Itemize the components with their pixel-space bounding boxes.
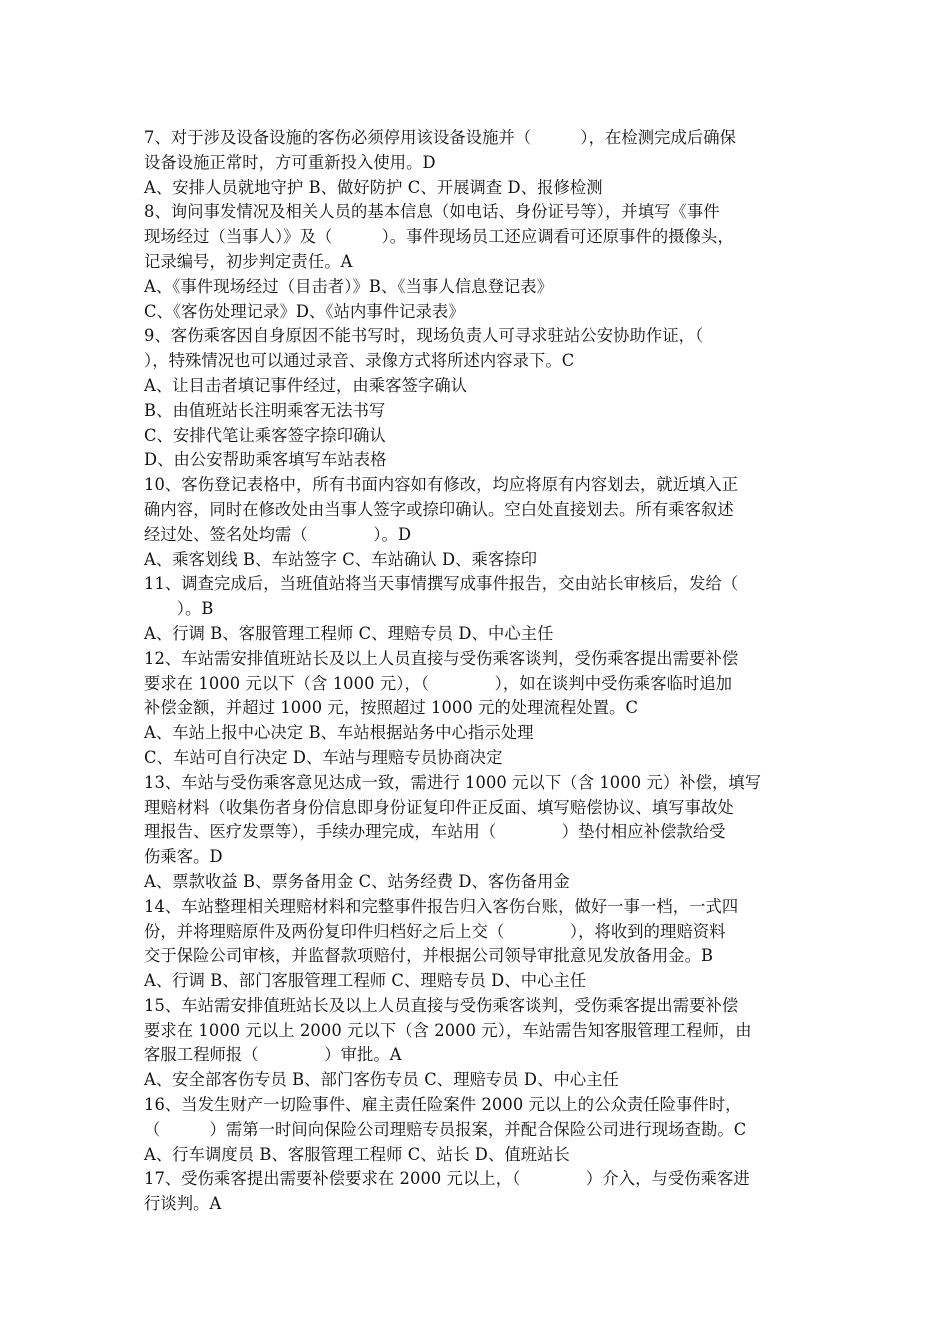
- q16-line-1: 16、当发生财产一切险事件、雇主责任险案件 2000 元以上的公众责任险事件时，: [144, 1095, 742, 1115]
- q7-options: A、安排人员就地守护 B、做好防护 C、开展调查 D、报修检测: [144, 177, 603, 197]
- q13-line-3: 理报告、医疗发票等），手续办理完成，车站用（ ）垫付相应补偿款给受: [144, 822, 726, 842]
- q14-options: A、行调 B、部门客服管理工程师 C、理赔专员 D、中心主任: [144, 971, 587, 991]
- q13-line-1: 13、车站与受伤乘客意见达成一致，需进行 1000 元以下（含 1000 元）补偿，填写: [144, 772, 762, 792]
- q9-option-b: B、由值班站长注明乘客无法书写: [144, 400, 386, 420]
- q9-option-d: D、由公安帮助乘客填写车站表格: [144, 450, 387, 470]
- q14-line-1: 14、车站整理相关理赔材料和完整事件报告归入客伤台账，做好一事一档，一式四: [144, 896, 739, 916]
- q10-line-1: 10、客伤登记表格中，所有书面内容如有修改，均应将原有内容划去，就近填入正: [144, 475, 739, 495]
- q12-options-2: C、车站可自行决定 D、车站与理赔专员协商决定: [144, 747, 503, 767]
- q9-line-1: 9、客伤乘客因自身原因不能书写时，现场负责人可寻求驻站公安协助作证，（: [144, 326, 704, 346]
- q15-options: A、安全部客伤专员 B、部门客伤专员 C、理赔专员 D、中心主任: [144, 1070, 619, 1090]
- q9-option-c: C、安排代笔让乘客签字捺印确认: [144, 425, 386, 445]
- q13-line-4: 伤乘客。D: [144, 847, 223, 867]
- q12-options-1: A、车站上报中心决定 B、车站根据站务中心指示处理: [144, 723, 534, 743]
- document-body: [144, 126, 814, 1217]
- q10-line-2: 确内容，同时在修改处由当事人签字或捺印确认。空白处直接划去。所有乘客叙述: [144, 499, 734, 519]
- q8-options-2: C、《客伤处理记录》D、《站内事件记录表》: [144, 301, 465, 321]
- q12-line-3: 补偿金额，并超过 1000 元，按照超过 1000 元的处理流程处置。C: [144, 698, 639, 718]
- q15-line-1: 15、车站需安排值班站长及以上人员直接与受伤乘客谈判，受伤乘客提出需要补偿: [144, 995, 739, 1015]
- q8-options-1: A、《事件现场经过（目击者）》B、《当事人信息登记表》: [144, 276, 554, 296]
- q13-options: A、票款收益 B、票务备用金 C、站务经费 D、客伤备用金: [144, 871, 570, 891]
- q9-option-a: A、让目击者填记事件经过，由乘客签字确认: [144, 375, 468, 395]
- q9-line-2: ），特殊情况也可以通过录音、录像方式将所述内容录下。C: [144, 351, 575, 371]
- q16-line-2: （ ）需第一时间向保险公司理赔专员报案，并配合保险公司进行现场查勘。C: [144, 1119, 747, 1139]
- q11-options: A、行调 B、客服管理工程师 C、理赔专员 D、中心主任: [144, 623, 554, 643]
- q10-options: A、乘客划线 B、车站签字 C、车站确认 D、乘客捺印: [144, 549, 538, 569]
- q15-line-2: 要求在 1000 元以上 2000 元以下（含 2000 元），车站需告知客服管理工程师，由: [144, 1020, 752, 1040]
- q8-line-3: 记录编号，初步判定责任。A: [144, 251, 353, 271]
- q17-line-2: 行谈判。A: [144, 1194, 222, 1214]
- q11-line-1: 11、调查完成后，当班值站将当天事情撰写成事件报告，交由站长审核后，发给（: [144, 574, 739, 594]
- q14-line-2: 份，并将理赔原件及两份复印件归档好之后上交（ ），将收到的理赔资料: [144, 921, 726, 941]
- q16-options: A、行车调度员 B、客服管理工程师 C、站长 D、值班站长: [144, 1144, 570, 1164]
- q15-line-3: 客服工程师报（ ）审批。A: [144, 1045, 402, 1065]
- q8-line-2: 现场经过（当事人）》及（ ）。事件现场员工还应调看可还原事件的摄像头，: [144, 227, 734, 247]
- q11-line-2: ）。B: [144, 599, 214, 619]
- q7-line-2: 设备设施正常时，方可重新投入使用。D: [144, 152, 436, 172]
- q17-line-1: 17、受伤乘客提出需要补偿要求在 2000 元以上，（ ）介入，与受伤乘客进: [144, 1169, 750, 1189]
- q10-line-3: 经过处、签名处均需（ ）。D: [144, 524, 412, 544]
- q7-line-1: 7、对于涉及设备设施的客伤必须停用该设备设施并（ ），在检测完成后确保: [144, 128, 737, 147]
- q14-line-3: 交于保险公司审核，并监督款项赔付，并根据公司领导审批意见发放备用金。B: [144, 946, 714, 966]
- q12-line-2: 要求在 1000 元以下（含 1000 元），（ ），如在谈判中受伤乘客临时追加: [144, 673, 733, 693]
- q13-line-2: 理赔材料（收集伤者身份信息即身份证复印件正反面、填写赔偿协议、填写事故处: [144, 797, 734, 817]
- q12-line-1: 12、车站需安排值班站长及以上人员直接与受伤乘客谈判，受伤乘客提出需要补偿: [144, 648, 739, 668]
- q8-line-1: 8、询问事发情况及相关人员的基本信息（如电话、身份证号等），并填写《事件: [144, 202, 720, 222]
